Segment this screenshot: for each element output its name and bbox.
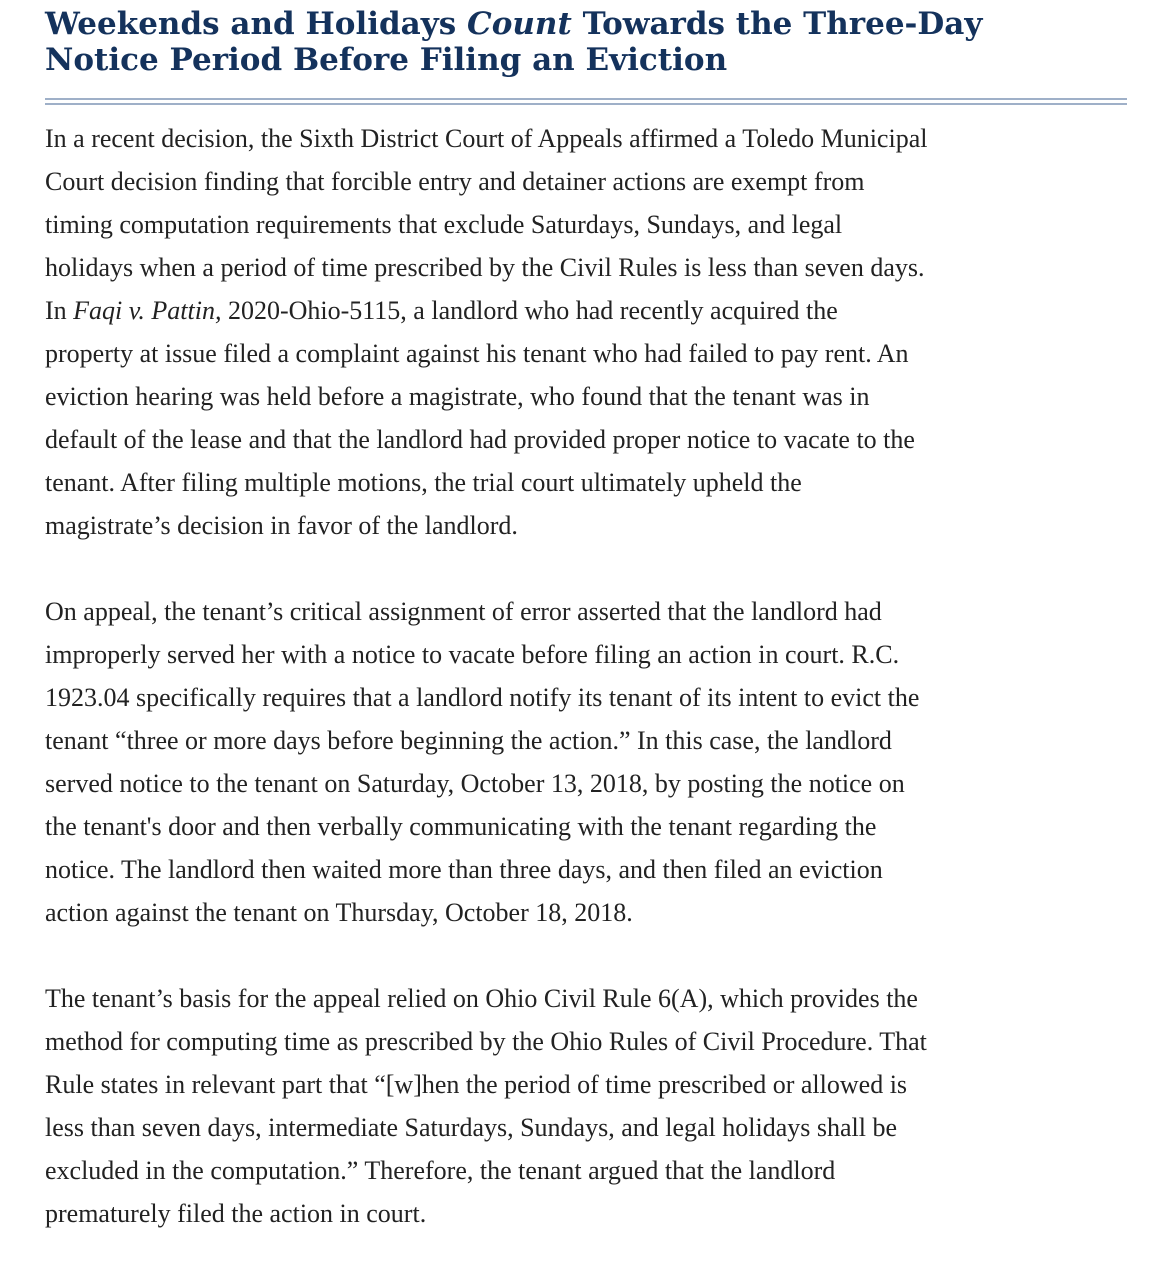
case-prefix: In: [45, 296, 74, 325]
text-line: the tenant's door and then verbally communicating with the tenant regarding the: [45, 812, 877, 841]
title-divider: [45, 98, 1127, 105]
text-line: Court decision finding that forcible entry and detainer actions are exempt from: [45, 167, 865, 196]
text-line: magistrate’s decision in favor of the landlord.: [45, 511, 518, 540]
case-citation-line: [45, 289, 1127, 332]
case-suffix: 2020-Ohio-5115, a landlord who had recently acquired the: [221, 296, 838, 325]
text-line: tenant “three or more days before beginning the action.” In this case, the landlord: [45, 726, 892, 755]
article-body: [45, 117, 1127, 1235]
text-line: prematurely filed the action in court.: [45, 1199, 427, 1228]
text-line: 1923.04 specifically requires that a landlord notify its tenant of its intent to evict the: [45, 683, 920, 712]
article-title: [45, 0, 1127, 78]
paragraph-2: [45, 590, 1127, 934]
text-line: excluded in the computation.” Therefore, the tenant argued that the landlord: [45, 1156, 836, 1185]
text-line: improperly served her with a notice to vacate before filing an action in court. R.C.: [45, 640, 900, 669]
case-name: Faqi v. Pattin,: [73, 296, 222, 325]
text-line: eviction hearing was held before a magistrate, who found that the tenant was in: [45, 382, 870, 411]
title-part2: Towards the Three-Day: [571, 6, 983, 42]
title-line2: Notice Period Before Filing an Eviction: [45, 42, 728, 78]
title-emphasis: Count: [467, 6, 572, 42]
text-line: In a recent decision, the Sixth District Court of Appeals affirmed a Toledo Municipal: [45, 124, 928, 153]
title-part1: Weekends and Holidays: [45, 6, 468, 42]
text-line: default of the lease and that the landlord had provided proper notice to vacate to the: [45, 425, 915, 454]
paragraph-3: [45, 977, 1127, 1235]
text-line: On appeal, the tenant’s critical assignment of error asserted that the landlord had: [45, 597, 882, 626]
text-line: served notice to the tenant on Saturday, October 13, 2018, by posting the notice on: [45, 769, 905, 798]
text-line: notice. The landlord then waited more than three days, and then filed an eviction: [45, 855, 883, 884]
text-line: holidays when a period of time prescribed by the Civil Rules is less than seven days.: [45, 253, 925, 282]
text-line: The tenant’s basis for the appeal relied on Ohio Civil Rule 6(A), which provides the: [45, 984, 918, 1013]
text-line: method for computing time as prescribed by the Ohio Rules of Civil Procedure. That: [45, 1027, 927, 1056]
text-line: action against the tenant on Thursday, October 18, 2018.: [45, 898, 633, 927]
text-line: Rule states in relevant part that “[w]hen the period of time prescribed or allowed is: [45, 1070, 908, 1099]
text-line: tenant. After filing multiple motions, the trial court ultimately upheld the: [45, 468, 802, 497]
article: [45, 0, 1127, 1278]
paragraph-1: [45, 117, 1127, 547]
text-line: timing computation requirements that exclude Saturdays, Sundays, and legal: [45, 210, 843, 239]
text-line: property at issue filed a complaint against his tenant who had failed to pay rent. An: [45, 339, 909, 368]
text-line: less than seven days, intermediate Saturdays, Sundays, and legal holidays shall be: [45, 1113, 898, 1142]
